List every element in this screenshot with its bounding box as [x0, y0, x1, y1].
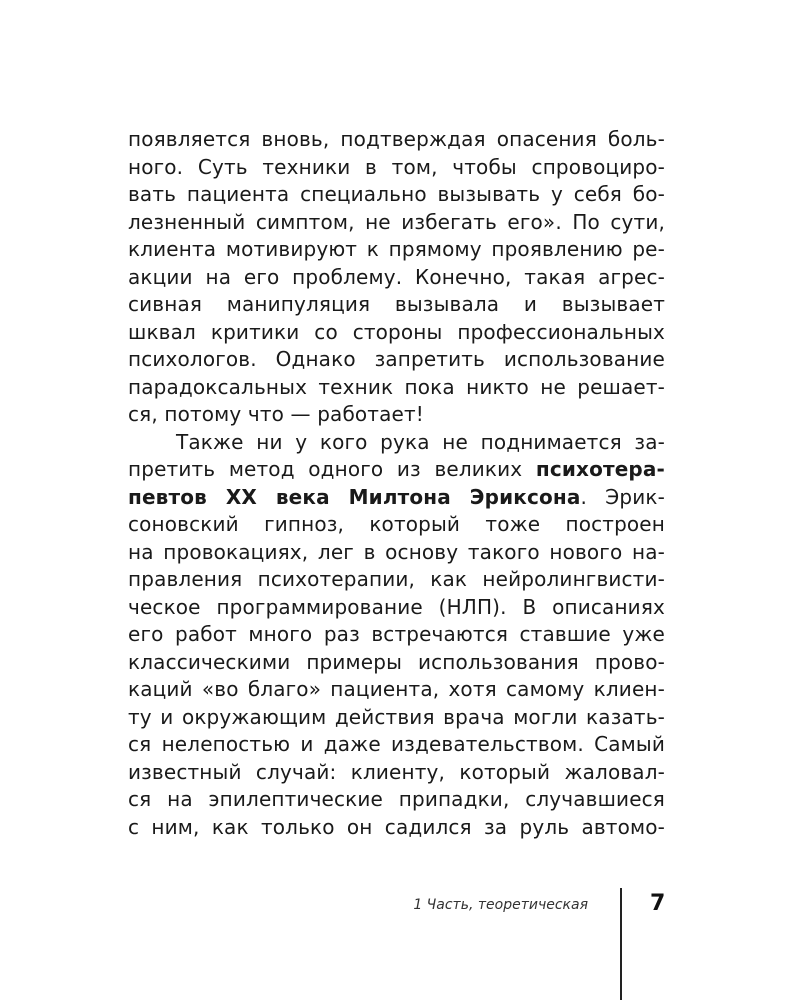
- text-line: парадоксальных техник пока никто не решает-: [128, 374, 665, 399]
- text-line: вать пациента специально вызывать у себя бо-: [128, 182, 665, 206]
- text-line: на провокациях, лег в основу такого нового на-: [128, 539, 665, 564]
- paragraph-first-line: Также ни у кого рука не поднимается за-: [176, 429, 665, 454]
- text-line: классическими примеры использования прово-: [128, 649, 665, 674]
- page-body-text: [128, 126, 665, 841]
- text-line: появляется вновь, подтверждая опасения боль-: [128, 127, 665, 151]
- text-line: лезненный симптом, не избегать его». По сути,: [128, 209, 665, 234]
- text-line: акции на его проблему. Конечно, такая агрес-: [128, 264, 665, 289]
- text-line: клиента мотивируют к прямому проявлению ре-: [128, 237, 665, 261]
- text-line-with-emphasis: [128, 456, 665, 484]
- text-line: сивная манипуляция вызывала и вызывает: [128, 292, 665, 316]
- text-line: ного. Суть техники в том, чтобы спровоциро-: [128, 154, 665, 179]
- text-line: ту и окружающим действия врача могли казать-: [128, 704, 665, 729]
- text-run: претить метод одного из великих: [128, 457, 536, 481]
- text-line: с ним, как только он садился за руль автомо-: [128, 814, 665, 839]
- text-line: ся нелепостью и даже издевательством. Самый: [128, 732, 665, 756]
- text-line: известный случай: клиенту, который жаловал-: [128, 759, 665, 784]
- bold-emphasis: певтов XX века Милтона Эриксона: [128, 484, 581, 509]
- text-line: шквал критики со стороны профессиональных: [128, 319, 665, 344]
- text-line-with-emphasis: [128, 484, 665, 512]
- text-line: правления психотерапии, как нейролингвисти-: [128, 567, 665, 591]
- running-footer-section-title: 1 Часть, теоретическая: [413, 897, 588, 913]
- paragraph-end-line: ся, потому что — работает!: [128, 402, 424, 426]
- page-number: 7: [650, 891, 666, 916]
- text-line: его работ много раз встречаются ставшие уже: [128, 622, 665, 646]
- footer-vertical-rule: [620, 888, 622, 1000]
- text-line: соновский гипноз, который тоже построен: [128, 512, 665, 536]
- text-line: ческое программирование (НЛП). В описаниях: [128, 594, 665, 619]
- text-line: психологов. Однако запретить использование: [128, 347, 665, 371]
- bold-emphasis: психотера-: [535, 457, 665, 481]
- text-run: . Эрик-: [580, 484, 665, 509]
- text-line: ся на эпилептические припадки, случавшиеся: [128, 787, 665, 811]
- text-line: каций «во благо» пациента, хотя самому клиен-: [128, 677, 665, 701]
